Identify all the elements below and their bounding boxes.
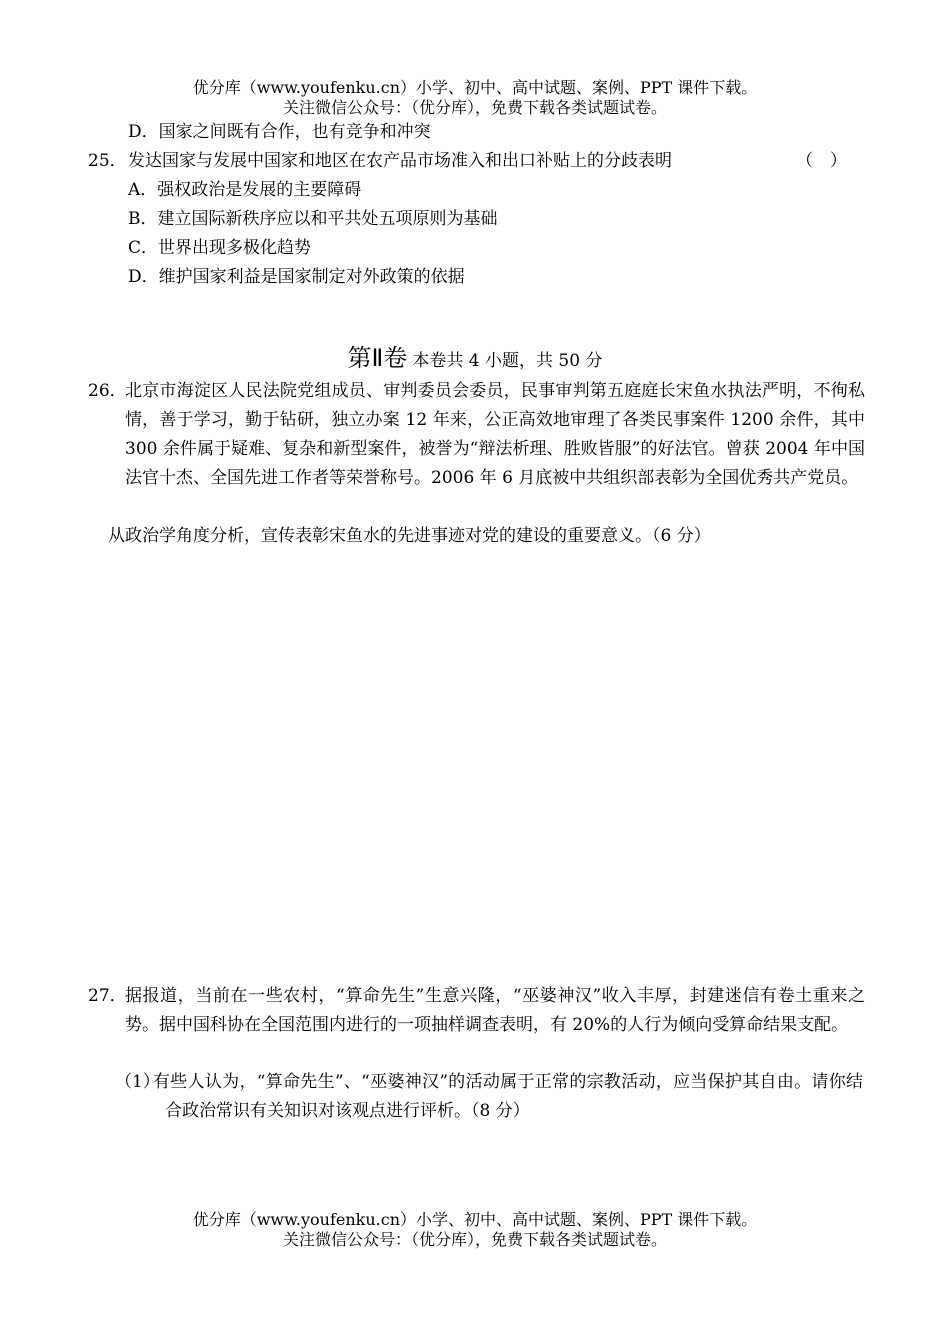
q25-stem-line [88,150,672,172]
header-line-1: 优分库（www.youfenku.cn）小学、初中、高中试题、案例、PPT 课件下载。 [192,78,758,97]
footer-line-1: 优分库（www.youfenku.cn）小学、初中、高中试题、案例、PPT 课件下载。 [192,1210,758,1229]
q26-number: 26． [88,381,127,401]
q27-text: 据报道，当前在一些农村，“算命先生”生意兴隆，“巫婆神汉”收入丰厚，封建迷信有卷土重来之势。据中国科协在全国范围内进行的一项抽样调查表明，有 20%的人行为倾向受算命结果支配。 [125,986,865,1035]
q27-number: 27． [88,986,127,1006]
page-footer [0,1210,950,1250]
q24-option-d: D．国家之间既有合作，也有竞争和冲突 [128,122,431,142]
q27-sub1-label: （1） [115,1072,160,1092]
q25-option-a: A．强权政治是发展的主要障碍 [128,180,362,200]
q25-option-b: B．建立国际新秩序应以和平共处五项原则为基础 [128,209,498,229]
q25-answer-paren: （ ） [796,151,847,171]
section-2-heading [0,338,950,373]
q26-question: 从政治学角度分析，宣传表彰宋鱼水的先进事迹对党的建设的重要意义。（6 分） [108,526,711,546]
footer-line-2: 关注微信公众号：（优分库），免费下载各类试题试卷。 [282,1230,667,1249]
page-header [0,78,950,118]
q25-stem: 发达国家与发展中国家和地区在农产品市场准入和出口补贴上的分歧表明 [128,151,672,171]
section-2-subtitle: 本卷共 4 小题，共 50 分 [412,351,603,371]
q26-text: 北京市海淀区人民法院党组成员、审判委员会委员，民事审判第五庭庭长宋鱼水执法严明，不徇私情，善于学习，勤于钻研，独立办案 12 年来，公正高效地审理了各类民事案件 1200 余件，其中 300 余件属于疑难、复杂和新型案件，被誉为“辩法析理、胜败皆服”的好法官。曾获 2004 年中国法官十杰、全国先进工作者等荣誉称号。2006 年 6 月底被中共组织部表彰为全国优秀共产党员。 [125,381,865,488]
q25-number: 25． [88,151,127,171]
q27-sub1-text: 有些人认为，“算命先生”、“巫婆神汉”的活动属于正常的宗教活动，应当保护其自由。请你结合政治常识有关知识对该观点进行评析。（8 分） [153,1072,863,1121]
q25-option-c: C．世界出现多极化趋势 [128,238,312,258]
header-line-2: 关注微信公众号：（优分库），免费下载各类试题试卷。 [282,98,667,117]
q25-option-d: D．维护国家利益是国家制定对外政策的依据 [128,267,465,287]
section-2-title: 第Ⅱ卷 [347,344,408,372]
